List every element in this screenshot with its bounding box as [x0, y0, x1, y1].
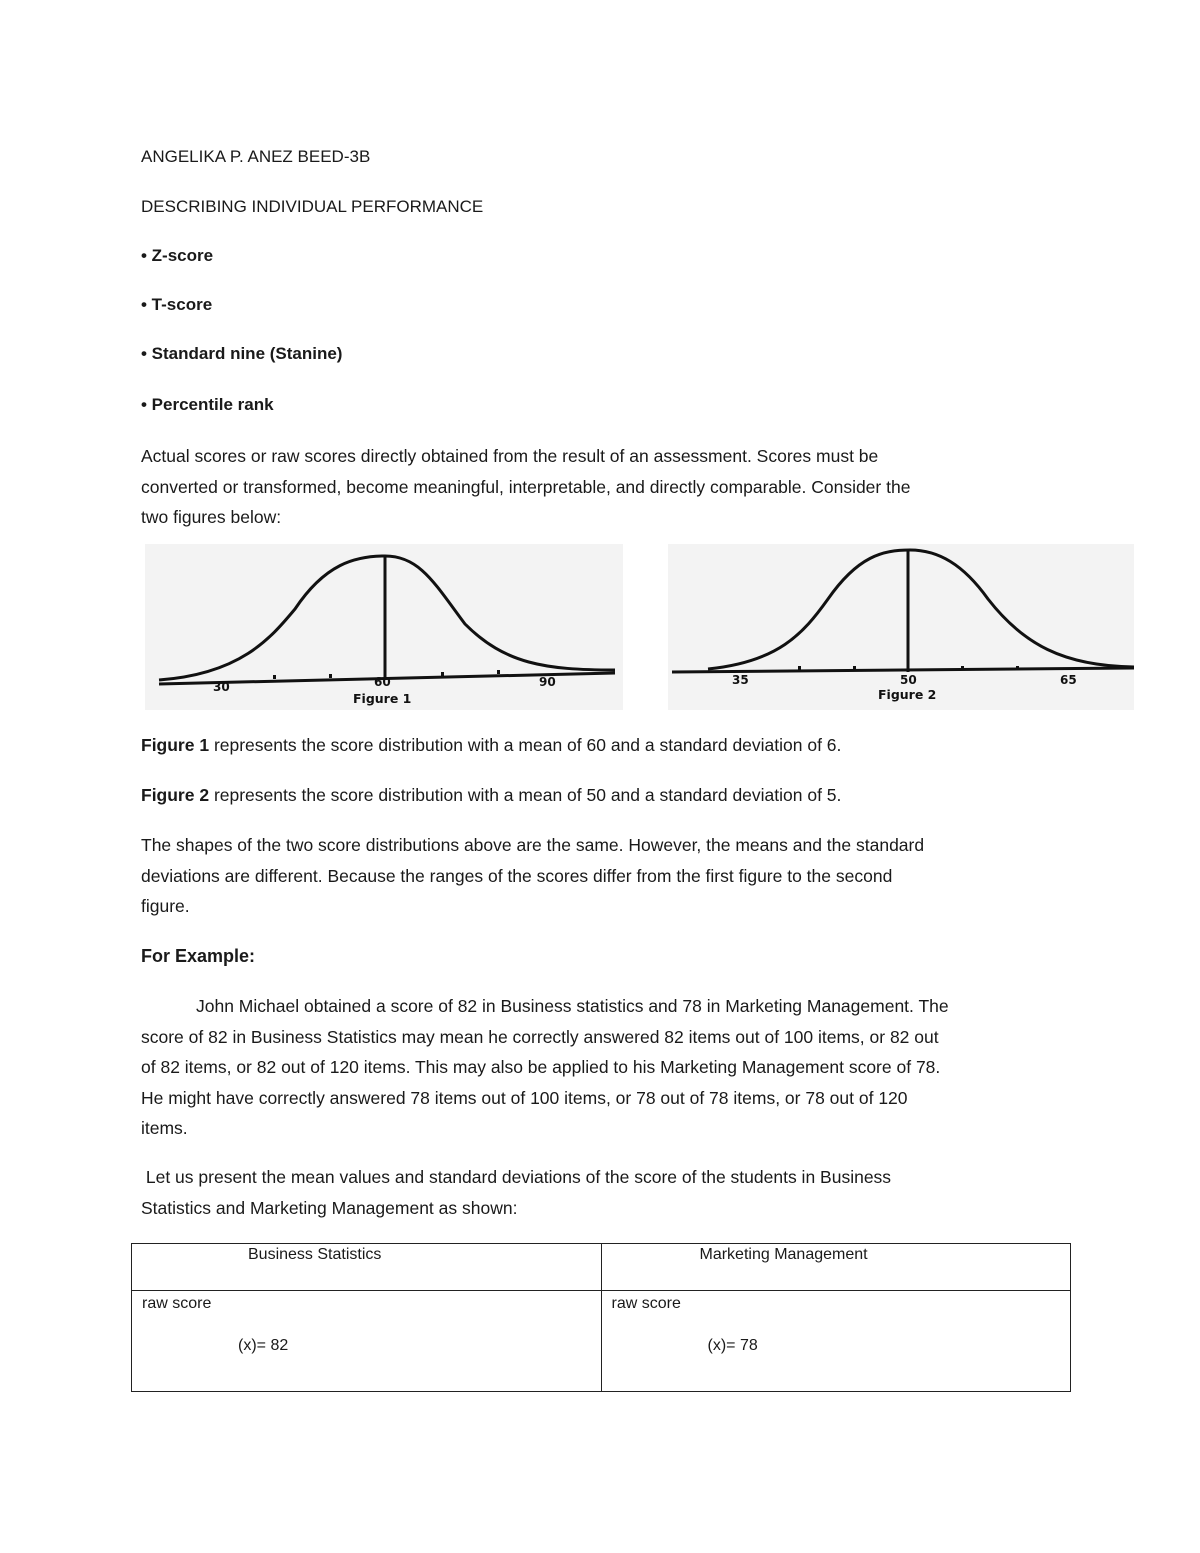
- raw-score-label: raw score: [611, 1295, 681, 1312]
- figure-2-panel: [668, 544, 1134, 710]
- table-row: [132, 1291, 1071, 1392]
- intro-line: two figures below:: [141, 507, 282, 527]
- figure-1-normal-curve: [159, 556, 615, 680]
- figure-1-tick-label: 90: [539, 675, 556, 689]
- figure-1-description: [141, 735, 841, 756]
- business-statistics-cell: [132, 1291, 602, 1392]
- scores-table: [131, 1243, 1071, 1392]
- figure-2-description: [141, 785, 841, 806]
- figure-1-caption: Figure 1: [353, 691, 412, 706]
- shapes-line: figure.: [141, 896, 190, 916]
- figure-1-tick-label: 60: [374, 675, 391, 689]
- figure-1-tick-label: 30: [213, 680, 230, 694]
- figure-2-tick-mark: [1016, 666, 1019, 670]
- present-line: Let us present the mean values and standard deviations of the score of the students in Business: [141, 1167, 892, 1187]
- figure-1-text: represents the score distribution with a mean of 60 and a standard deviation of 6.: [209, 735, 842, 755]
- shapes-paragraph: [141, 830, 1041, 922]
- figure-1-tick-mark: [497, 670, 500, 674]
- shapes-line: The shapes of the two score distributions above are the same. However, the means and the standard: [141, 835, 925, 855]
- intro-paragraph: [141, 441, 1041, 533]
- document-title: DESCRIBING INDIVIDUAL PERFORMANCE: [141, 197, 484, 216]
- author-line: ANGELIKA P. ANEZ BEED-3B: [141, 147, 371, 166]
- raw-score-value: (x)= 78: [707, 1337, 758, 1354]
- figure-1-tick-mark: [441, 672, 444, 676]
- example-paragraph: [141, 991, 1041, 1144]
- marketing-management-cell: [601, 1291, 1071, 1392]
- bullet-t-score: • T-score: [141, 295, 213, 314]
- figure-2-tick-label: 50: [900, 673, 917, 687]
- figure-2-label: Figure 2: [141, 785, 210, 805]
- figure-2-tick-mark: [853, 666, 856, 670]
- figure-2-baseline: [672, 668, 1134, 672]
- figure-2-normal-curve: [708, 550, 1134, 669]
- shapes-line: deviations are different. Because the ranges of the scores differ from the first figure to the second: [141, 865, 893, 886]
- figure-2-caption: Figure 2: [878, 687, 937, 702]
- figure-2-tick-mark: [798, 666, 801, 670]
- bullet-stanine: • Standard nine (Stanine): [141, 344, 343, 363]
- figure-2-tick-mark: [961, 666, 964, 670]
- present-paragraph: [141, 1162, 1041, 1223]
- figure-1-tick-mark: [329, 674, 332, 678]
- figure-1-panel: [145, 544, 623, 710]
- example-line: He might have correctly answered 78 items out of 100 items, or 78 out of 78 items, or 78 out of 120: [141, 1087, 908, 1108]
- present-line: Statistics and Marketing Management as shown:: [141, 1197, 518, 1218]
- example-line: of 82 items, or 82 out of 120 items. This may also be applied to his Marketing Management score of 78.: [141, 1057, 941, 1077]
- header-label: Business Statistics: [248, 1246, 382, 1263]
- figure-2-curve: [668, 544, 1134, 710]
- example-line: items.: [141, 1118, 188, 1138]
- figure-1-label: Figure 1: [141, 735, 210, 755]
- header-business-statistics: [132, 1244, 602, 1291]
- intro-line: Actual scores or raw scores directly obtained from the result of an assessment. Scores must be: [141, 446, 879, 466]
- intro-line: converted or transformed, become meaningful, interpretable, and directly comparable. Consider the: [141, 476, 911, 497]
- figure-2-tick-label: 65: [1060, 673, 1077, 687]
- table-header-row: [132, 1244, 1071, 1291]
- figure-2-tick-label: 35: [732, 673, 749, 687]
- example-line: John Michael obtained a score of 82 in Business statistics and 78 in Marketing Management. The: [196, 996, 949, 1016]
- figure-1-tick-mark: [273, 675, 276, 679]
- bullet-z-score: • Z-score: [141, 246, 214, 265]
- raw-score-value: (x)= 82: [238, 1337, 289, 1354]
- figure-1-curve: [145, 544, 623, 710]
- example-line: score of 82 in Business Statistics may mean he correctly answered 82 items out of 100 items, or 82 out: [141, 1026, 939, 1047]
- bullet-percentile-rank: • Percentile rank: [141, 395, 274, 414]
- header-marketing-management: [601, 1244, 1071, 1291]
- figure-2-text: represents the score distribution with a mean of 50 and a standard deviation of 5.: [209, 785, 842, 805]
- raw-score-label: raw score: [142, 1295, 212, 1312]
- header-label: Marketing Management: [699, 1246, 868, 1263]
- example-heading: For Example:: [141, 946, 256, 966]
